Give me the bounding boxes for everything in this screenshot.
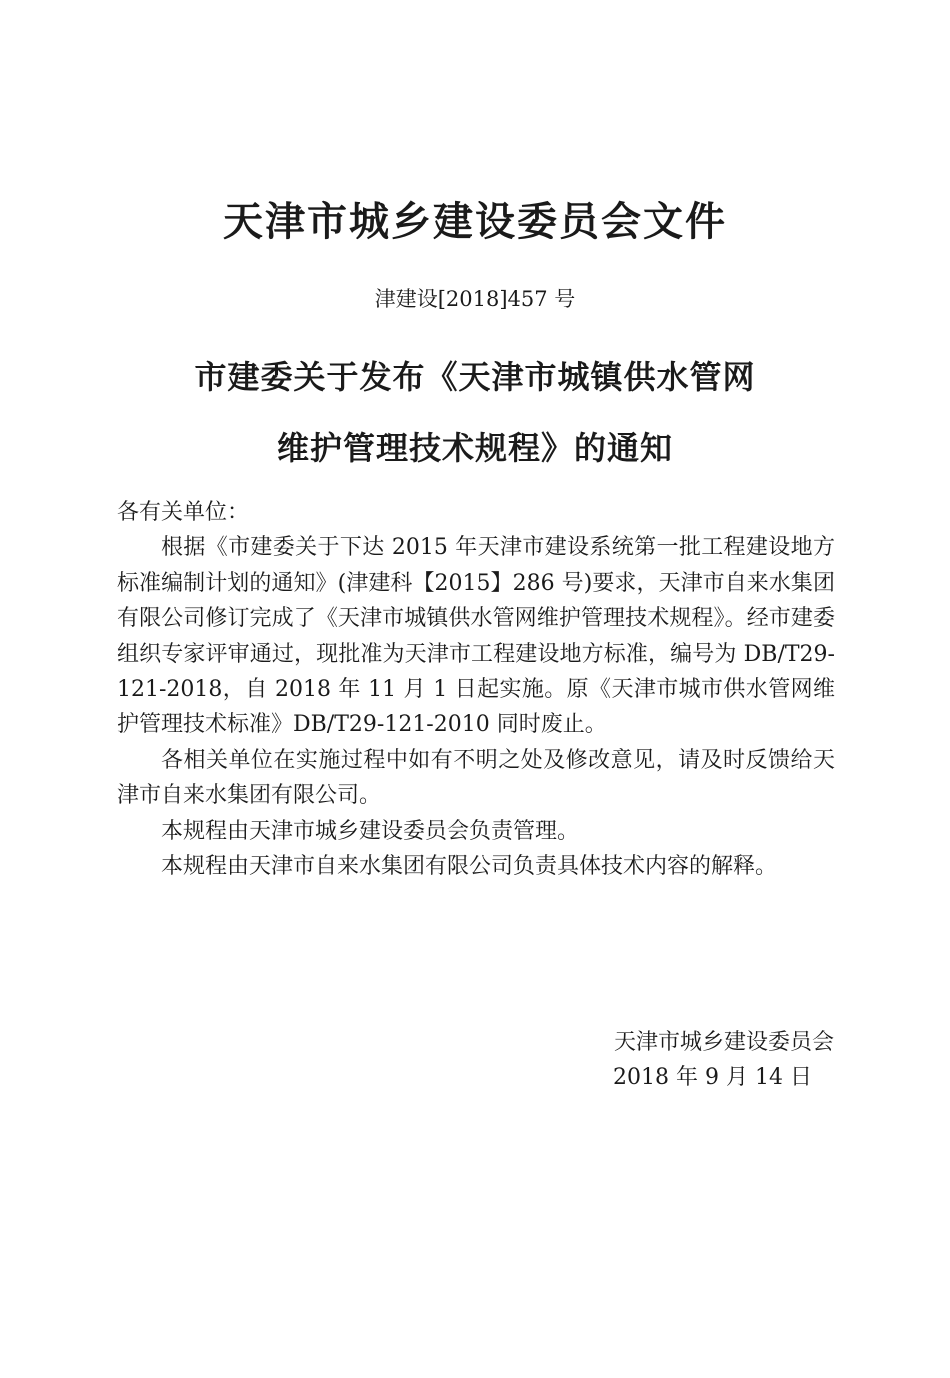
notice-body [117,495,835,884]
body-paragraph-2: 各相关单位在实施过程中如有不明之处及修改意见，请及时反馈给天津市自来水集团有限公司。 [117,747,835,809]
body-paragraph-4: 本规程由天津市自来水集团有限公司负责具体技术内容的解释。 [161,854,778,880]
signature-block [613,1025,834,1095]
notice-title-line-1: 市建委关于发布《天津市城镇供水管网 [194,358,756,396]
notice-title-line-2: 维护管理技术规程》的通知 [276,429,673,467]
document-number: 津建设[2018]457 号 [374,287,576,311]
issuer-header-title: 天津市城乡建设委员会文件 [223,199,727,245]
signature-date: 2018 年 9 月 14 日 [613,1065,812,1090]
signature-organization: 天津市城乡建设委员会 [613,1030,834,1055]
salutation: 各有关单位： [117,500,250,525]
body-paragraph-1: 根据《市建委关于下达 2015 年天津市建设系统第一批工程建设地方标准编制计划的通知》(津建科【2015】286 号)要求，天津市自来水集团有限公司修订完成了《天津市城镇供水管网维护管理技术规程》。经市建委组织专家评审通过，现批准为天津市工程建设地方标准，编号为 DB/T29-121-2018，自 2018 年 11 月 1 日起实施。原《天津市城市供水管网维护管理技术标准》DB/T29-121-2010 同时废止。 [117,535,835,738]
body-paragraph-3: 本规程由天津市城乡建设委员会负责管理。 [161,818,580,844]
